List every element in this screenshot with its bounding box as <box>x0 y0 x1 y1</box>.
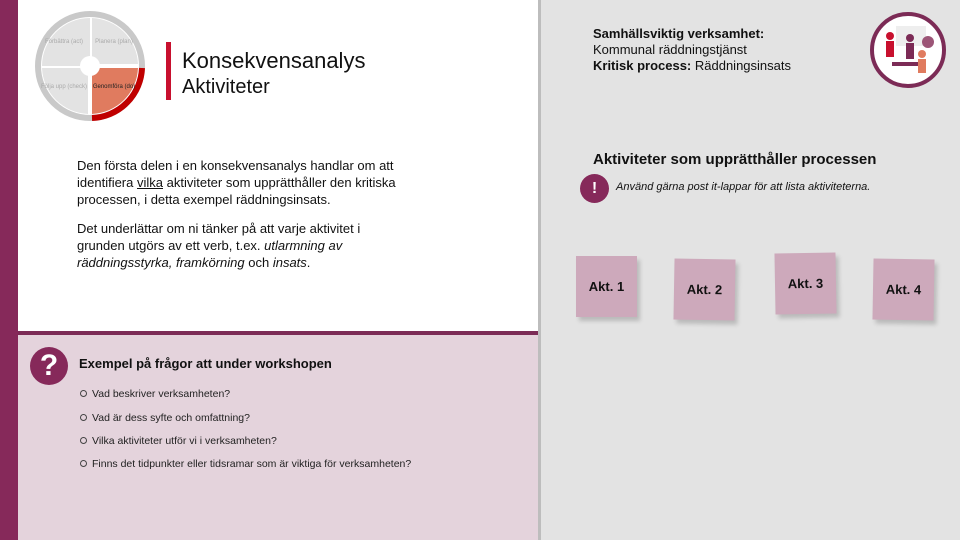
bullet-icon <box>80 460 87 467</box>
question-text: Vad är dess syfte och omfattning? <box>92 412 250 424</box>
activities-tip: Använd gärna post it-lappar för att lista aktiviteterna. <box>616 181 871 193</box>
text-italic: utlarmning av räddningsstyrka, framkörning <box>77 238 343 270</box>
text: . <box>306 255 311 270</box>
question-text: Vad beskriver verksamheten? <box>92 388 231 400</box>
sector-label: Samhällsviktig verksamhet: <box>593 26 765 41</box>
left-accent-strip <box>0 0 18 540</box>
cycle-act-label: Förbättra (act) <box>44 39 84 45</box>
text: Det underlättar om ni tänker på att varje aktivitet i grunden utgörs av ett verb, t.ex. <box>77 221 361 253</box>
sticky-note-akt-3[interactable]: Akt. 3 <box>774 252 836 314</box>
activities-heading: Aktiviteter som upprätthåller processen <box>593 151 877 168</box>
text: och <box>244 255 273 270</box>
sticky-note-akt-1[interactable]: Akt. 1 <box>576 256 637 317</box>
process-label: Kritisk process: <box>593 58 692 73</box>
cycle-check-label: Följa upp (check) <box>40 84 88 90</box>
text: Den första delen i en konsekvensanalys handlar om att identifiera <box>77 158 394 190</box>
bullet-icon <box>80 390 87 397</box>
question-item <box>80 458 411 470</box>
sticky-note-akt-2[interactable]: Akt. 2 <box>673 258 735 320</box>
sticky-note-akt-4[interactable]: Akt. 4 <box>872 258 934 320</box>
intro-paragraph-1 <box>77 157 417 208</box>
page-title: Konsekvensanalys <box>182 48 366 73</box>
sector-value: Kommunal räddningstjänst <box>593 42 747 57</box>
process-header <box>593 26 791 74</box>
text: aktiviteter som upprätthåller den kritiska processen, i detta exempel räddningsinsats. <box>77 175 396 207</box>
exclamation-icon: ! <box>580 174 609 203</box>
workshop-people-icon <box>870 12 946 88</box>
process-line <box>593 58 791 74</box>
question-text: Vilka aktiviteter utför vi i verksamheten? <box>92 435 277 447</box>
question-item <box>80 435 277 447</box>
pdca-cycle-diagram <box>30 6 150 126</box>
cycle-plan-label: Planera (plan) <box>95 39 133 45</box>
bullet-icon <box>80 437 87 444</box>
process-value: Räddningsinsats <box>691 58 791 73</box>
question-icon: ? <box>30 347 68 385</box>
question-item <box>80 388 230 400</box>
questions-heading: Exempel på frågor att under workshopen <box>79 356 332 371</box>
text-underlined: vilka <box>136 175 163 190</box>
question-item <box>80 412 250 424</box>
vertical-divider <box>538 0 541 540</box>
question-text: Finns det tidpunkter eller tidsramar som är viktiga för verksamheten? <box>92 458 412 470</box>
intro-paragraph-2 <box>77 220 397 271</box>
page-subtitle: Aktiviteter <box>182 76 270 98</box>
title-accent-bar <box>166 42 171 100</box>
bullet-icon <box>80 414 87 421</box>
cycle-do-label: Genomföra (do) <box>92 84 136 90</box>
text-italic: insats <box>272 255 307 270</box>
